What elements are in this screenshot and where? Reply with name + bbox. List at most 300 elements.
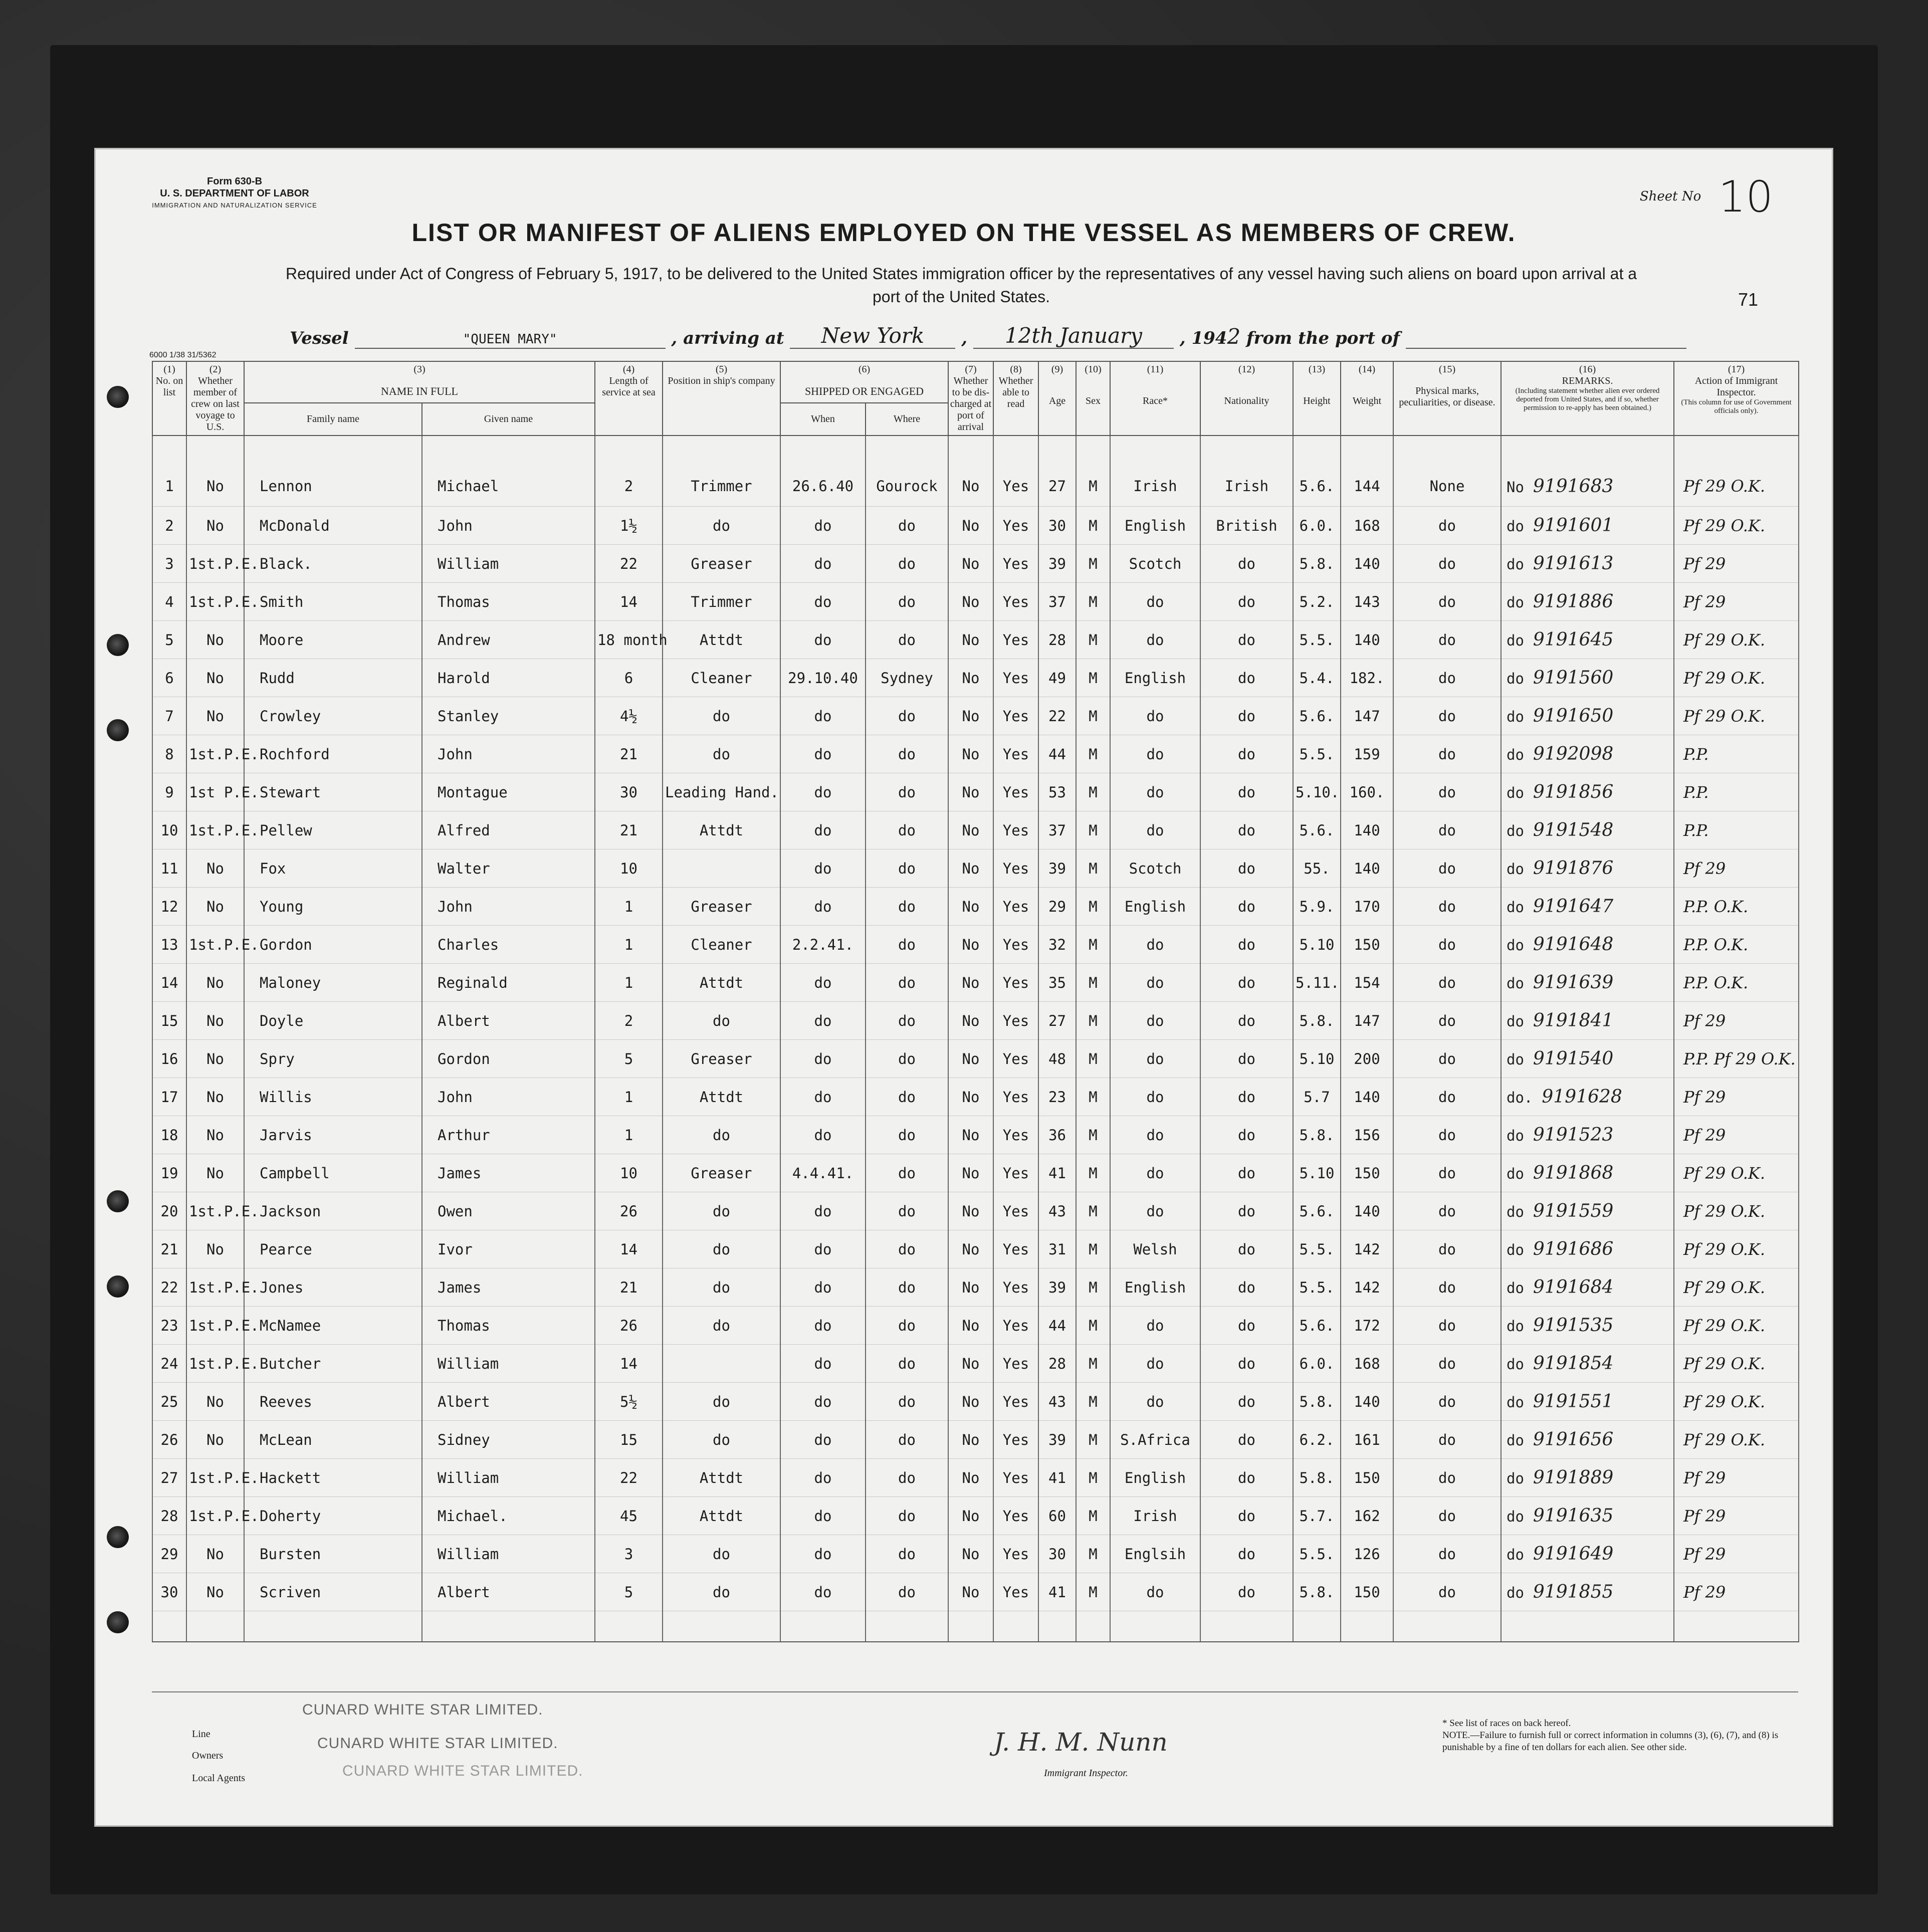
- table-row: [152, 1573, 1799, 1611]
- col-name-header: (3) NAME IN FULL: [244, 361, 595, 403]
- nationality-cell: do: [1200, 697, 1293, 735]
- age-cell: 44: [1038, 735, 1076, 773]
- race-cell: do: [1110, 1383, 1200, 1421]
- row-number-cell: 19: [152, 1154, 186, 1192]
- owners-label: Owners: [192, 1750, 224, 1761]
- family-name-cell: Willis: [244, 1078, 422, 1116]
- shipped-where-cell: do: [866, 1497, 948, 1535]
- height-cell: 55.: [1293, 849, 1341, 888]
- age-cell: 31: [1038, 1230, 1076, 1268]
- weight-cell: 140: [1341, 811, 1393, 849]
- age-cell: 27: [1038, 1002, 1076, 1040]
- nationality-cell: do: [1200, 1078, 1293, 1116]
- physical-marks-cell: do: [1393, 1078, 1501, 1116]
- weight-cell: 150: [1341, 1154, 1393, 1192]
- row-number-cell: 1: [152, 436, 186, 507]
- shipped-when-cell: do: [780, 1078, 866, 1116]
- height-cell: 5.2.: [1293, 583, 1341, 621]
- shipped-when-cell: do: [780, 964, 866, 1002]
- age-cell: 32: [1038, 926, 1076, 964]
- weight-cell: 156: [1341, 1116, 1393, 1154]
- shipped-when-cell: do: [780, 888, 866, 926]
- weight-cell: 142: [1341, 1230, 1393, 1268]
- inspector-action-cell: Pf 29: [1674, 1116, 1799, 1154]
- shipped-where-cell: do: [866, 926, 948, 964]
- discharged-cell: No: [948, 1230, 993, 1268]
- discharged-cell: No: [948, 926, 993, 964]
- height-cell: 5.8.: [1293, 545, 1341, 583]
- position-cell: do: [663, 1230, 780, 1268]
- position-cell: do: [663, 735, 780, 773]
- weight-cell: 162: [1341, 1497, 1393, 1535]
- able-to-read-cell: Yes: [993, 659, 1038, 697]
- race-cell: do: [1110, 926, 1200, 964]
- height-cell: 5.7.: [1293, 1497, 1341, 1535]
- shipped-where-cell: do: [866, 545, 948, 583]
- given-name-cell: Charles: [422, 926, 595, 964]
- inspector-action-cell: P.P. O.K.: [1674, 964, 1799, 1002]
- given-name-cell: Alfred: [422, 811, 595, 849]
- empty-cell: [780, 1611, 866, 1642]
- age-cell: 48: [1038, 1040, 1076, 1078]
- able-to-read-cell: Yes: [993, 1192, 1038, 1230]
- age-cell: 43: [1038, 1192, 1076, 1230]
- given-name-cell: Albert: [422, 1573, 595, 1611]
- position-cell: Attdt: [663, 1459, 780, 1497]
- col-weight-header: (14) Weight: [1341, 361, 1393, 436]
- row-number-cell: 21: [152, 1230, 186, 1268]
- row-number-cell: 25: [152, 1383, 186, 1421]
- weight-cell: 140: [1341, 545, 1393, 583]
- given-name-cell: William: [422, 1345, 595, 1383]
- manifest-footer: [152, 1691, 1798, 1793]
- family-name-cell: Moore: [244, 621, 422, 659]
- family-name-cell: Fox: [244, 849, 422, 888]
- weight-cell: 150: [1341, 926, 1393, 964]
- discharged-cell: No: [948, 1497, 993, 1535]
- remarks-cell: [1501, 1268, 1674, 1307]
- position-cell: Attdt: [663, 811, 780, 849]
- inspector-action-cell: Pf 29: [1674, 1573, 1799, 1611]
- family-name-cell: Jarvis: [244, 1116, 422, 1154]
- last-voyage-cell: No: [186, 888, 244, 926]
- empty-cell: [993, 1611, 1038, 1642]
- length-of-service-cell: 10: [595, 849, 663, 888]
- remarks-number: 9191601: [1533, 515, 1614, 536]
- row-number-cell: 17: [152, 1078, 186, 1116]
- nationality-cell: do: [1200, 1002, 1293, 1040]
- discharged-cell: No: [948, 1383, 993, 1421]
- last-voyage-cell: No: [186, 1154, 244, 1192]
- physical-marks-cell: do: [1393, 735, 1501, 773]
- line-label: Line: [192, 1729, 210, 1740]
- inspector-action-cell: P.P.: [1674, 811, 1799, 849]
- position-cell: Greaser: [663, 545, 780, 583]
- vessel-name: "QUEEN MARY": [463, 332, 557, 347]
- last-voyage-cell: 1st P.E.: [186, 773, 244, 811]
- discharged-cell: No: [948, 436, 993, 507]
- position-cell: Leading Hand.: [663, 773, 780, 811]
- shipped-when-cell: 29.10.40: [780, 659, 866, 697]
- family-name-cell: Pellew: [244, 811, 422, 849]
- nationality-cell: do: [1200, 659, 1293, 697]
- inspector-action-cell: P.P. O.K.: [1674, 888, 1799, 926]
- able-to-read-cell: Yes: [993, 926, 1038, 964]
- shipped-when-cell: do: [780, 1497, 866, 1535]
- inspector-label: Immigrant Inspector.: [1044, 1768, 1128, 1779]
- height-cell: 5.6.: [1293, 811, 1341, 849]
- sex-cell: M: [1076, 773, 1110, 811]
- position-cell: do: [663, 507, 780, 545]
- height-cell: 6.0.: [1293, 507, 1341, 545]
- shipped-where-cell: do: [866, 1002, 948, 1040]
- given-name-cell: Ivor: [422, 1230, 595, 1268]
- physical-marks-cell: do: [1393, 697, 1501, 735]
- physical-marks-cell: do: [1393, 1383, 1501, 1421]
- height-cell: 5.8.: [1293, 1459, 1341, 1497]
- physical-marks-cell: do: [1393, 888, 1501, 926]
- last-voyage-cell: 1st.P.E.: [186, 926, 244, 964]
- position-cell: Cleaner: [663, 926, 780, 964]
- height-cell: 5.10: [1293, 926, 1341, 964]
- weight-cell: 154: [1341, 964, 1393, 1002]
- remarks-cell: [1501, 659, 1674, 697]
- sheet-number: [1640, 172, 1773, 222]
- empty-cell: [152, 1611, 186, 1642]
- row-number-cell: 5: [152, 621, 186, 659]
- position-cell: Greaser: [663, 1040, 780, 1078]
- given-name-cell: Michael.: [422, 1497, 595, 1535]
- empty-cell: [1110, 1611, 1200, 1642]
- remarks-cell: [1501, 1421, 1674, 1459]
- race-cell: Scotch: [1110, 545, 1200, 583]
- nationality-cell: do: [1200, 621, 1293, 659]
- given-name-cell: Gordon: [422, 1040, 595, 1078]
- remarks-prefix: do: [1507, 1051, 1524, 1068]
- discharged-cell: No: [948, 1307, 993, 1345]
- document-title: LIST OR MANIFEST OF ALIENS EMPLOYED ON THE VESSEL AS MEMBERS OF CREW.: [411, 219, 1516, 247]
- remarks-cell: [1501, 849, 1674, 888]
- height-cell: 5.5.: [1293, 621, 1341, 659]
- shipped-where-cell: do: [866, 849, 948, 888]
- inspector-action-cell: Pf 29 O.K.: [1674, 436, 1799, 507]
- height-cell: 5.6.: [1293, 1192, 1341, 1230]
- empty-cell: [663, 1611, 780, 1642]
- physical-marks-cell: do: [1393, 964, 1501, 1002]
- shipped-where-cell: do: [866, 1040, 948, 1078]
- weight-cell: 126: [1341, 1535, 1393, 1573]
- family-name-cell: McNamee: [244, 1307, 422, 1345]
- length-of-service-cell: 5: [595, 1573, 663, 1611]
- race-cell: Irish: [1110, 436, 1200, 507]
- inspector-action-cell: Pf 29 O.K.: [1674, 659, 1799, 697]
- length-of-service-cell: 26: [595, 1307, 663, 1345]
- shipped-when-cell: do: [780, 1040, 866, 1078]
- last-voyage-cell: No: [186, 1535, 244, 1573]
- discharged-cell: No: [948, 1421, 993, 1459]
- shipped-where-cell: Sydney: [866, 659, 948, 697]
- able-to-read-cell: Yes: [993, 697, 1038, 735]
- table-row: [152, 545, 1799, 583]
- last-voyage-cell: 1st.P.E.: [186, 1268, 244, 1307]
- row-number-cell: 22: [152, 1268, 186, 1307]
- race-cell: do: [1110, 1078, 1200, 1116]
- position-cell: [663, 849, 780, 888]
- sex-cell: M: [1076, 1459, 1110, 1497]
- age-cell: 36: [1038, 1116, 1076, 1154]
- remarks-prefix: do: [1507, 975, 1524, 992]
- service-name: IMMIGRATION AND NATURALIZATION SERVICE: [152, 201, 317, 209]
- inspector-action-cell: Pf 29 O.K.: [1674, 621, 1799, 659]
- empty-cell: [1200, 1611, 1293, 1642]
- inspector-action-cell: P.P.: [1674, 773, 1799, 811]
- length-of-service-cell: 21: [595, 735, 663, 773]
- remarks-number: 9192098: [1533, 744, 1614, 764]
- row-number-cell: 20: [152, 1192, 186, 1230]
- punch-hole: [107, 1526, 129, 1548]
- weight-cell: 168: [1341, 507, 1393, 545]
- row-number-cell: 16: [152, 1040, 186, 1078]
- col-position-header: (5) Position in ship's company: [663, 361, 780, 436]
- weight-cell: 200: [1341, 1040, 1393, 1078]
- height-cell: 5.11.: [1293, 964, 1341, 1002]
- inspector-action-cell: Pf 29: [1674, 545, 1799, 583]
- family-name-cell: Jackson: [244, 1192, 422, 1230]
- able-to-read-cell: Yes: [993, 811, 1038, 849]
- given-name-cell: John: [422, 735, 595, 773]
- race-cell: English: [1110, 1459, 1200, 1497]
- col-crew-header: (2) Whether member of crew on last voyage to U.S.: [186, 361, 244, 436]
- weight-cell: 147: [1341, 1002, 1393, 1040]
- nationality-cell: do: [1200, 1535, 1293, 1573]
- last-voyage-cell: No: [186, 1421, 244, 1459]
- position-cell: Trimmer: [663, 436, 780, 507]
- age-cell: 27: [1038, 436, 1076, 507]
- race-cell: Welsh: [1110, 1230, 1200, 1268]
- table-row: [152, 1535, 1799, 1573]
- given-name-cell: William: [422, 545, 595, 583]
- family-name-cell: Rudd: [244, 659, 422, 697]
- given-name-cell: John: [422, 507, 595, 545]
- shipped-where-cell: do: [866, 1573, 948, 1611]
- shipped-when-cell: do: [780, 849, 866, 888]
- position-cell: Cleaner: [663, 659, 780, 697]
- family-name-cell: McDonald: [244, 507, 422, 545]
- race-cell: do: [1110, 1040, 1200, 1078]
- remarks-number: 9191686: [1533, 1239, 1614, 1259]
- given-name-cell: Arthur: [422, 1116, 595, 1154]
- remarks-cell: [1501, 1459, 1674, 1497]
- sex-cell: M: [1076, 964, 1110, 1002]
- table-row: [152, 1268, 1799, 1307]
- discharged-cell: No: [948, 621, 993, 659]
- shipped-when-cell: 2.2.41.: [780, 926, 866, 964]
- length-of-service-cell: 14: [595, 583, 663, 621]
- inspector-action-cell: P.P. Pf 29 O.K.: [1674, 1040, 1799, 1078]
- height-cell: 6.0.: [1293, 1345, 1341, 1383]
- weight-cell: 140: [1341, 849, 1393, 888]
- height-cell: 5.5.: [1293, 1268, 1341, 1307]
- race-cell: do: [1110, 773, 1200, 811]
- line-stamp: CUNARD WHITE STAR LIMITED.: [302, 1701, 543, 1718]
- remarks-number: 9191684: [1533, 1277, 1614, 1298]
- last-voyage-cell: 1st.P.E.: [186, 1497, 244, 1535]
- empty-cell: [1393, 1611, 1501, 1642]
- inspector-action-cell: Pf 29 O.K.: [1674, 1154, 1799, 1192]
- position-cell: [663, 1345, 780, 1383]
- weight-cell: 144: [1341, 436, 1393, 507]
- row-number-cell: 29: [152, 1535, 186, 1573]
- position-cell: do: [663, 1307, 780, 1345]
- filler-row: [152, 1611, 1799, 1642]
- height-cell: 5.6.: [1293, 436, 1341, 507]
- weight-cell: 150: [1341, 1459, 1393, 1497]
- remarks-number: 9191649: [1533, 1544, 1614, 1564]
- weight-cell: 172: [1341, 1307, 1393, 1345]
- remarks-number: 9191628: [1542, 1087, 1622, 1107]
- age-cell: 41: [1038, 1459, 1076, 1497]
- sheet-number-label: Sheet No: [1639, 189, 1701, 204]
- table-row: [152, 1116, 1799, 1154]
- remarks-number: 9191647: [1533, 896, 1614, 917]
- shipped-where-cell: do: [866, 1268, 948, 1307]
- inspector-action-cell: Pf 29 O.K.: [1674, 1192, 1799, 1230]
- remarks-cell: [1501, 1154, 1674, 1192]
- age-cell: 43: [1038, 1383, 1076, 1421]
- family-name-cell: Butcher: [244, 1345, 422, 1383]
- age-cell: 53: [1038, 773, 1076, 811]
- inspector-action-cell: Pf 29 O.K.: [1674, 697, 1799, 735]
- table-row: [152, 659, 1799, 697]
- physical-marks-cell: do: [1393, 1535, 1501, 1573]
- row-number-cell: 28: [152, 1497, 186, 1535]
- last-voyage-cell: 1st.P.E.: [186, 1192, 244, 1230]
- family-name-cell: Rochford: [244, 735, 422, 773]
- punch-hole: [107, 386, 129, 408]
- nationality-cell: do: [1200, 1459, 1293, 1497]
- col-height-header: (13) Height: [1293, 361, 1341, 436]
- sex-cell: M: [1076, 1535, 1110, 1573]
- remarks-cell: [1501, 1383, 1674, 1421]
- races-note: * See list of races on back hereof.: [1442, 1718, 1571, 1729]
- shipped-where-cell: do: [866, 697, 948, 735]
- able-to-read-cell: Yes: [993, 583, 1038, 621]
- remarks-cell: [1501, 1230, 1674, 1268]
- sex-cell: M: [1076, 926, 1110, 964]
- able-to-read-cell: Yes: [993, 1307, 1038, 1345]
- remarks-number: 9191683: [1533, 476, 1614, 497]
- sex-cell: M: [1076, 1421, 1110, 1459]
- col-remarks-header: (16) REMARKS. (Including statement whether alien ever ordered deported from United States, and if so, whether permission to re-apply has been obtained.): [1501, 361, 1674, 436]
- column-header-row: [152, 361, 1799, 403]
- shipped-when-cell: do: [780, 1230, 866, 1268]
- inspector-action-cell: Pf 29 O.K.: [1674, 1307, 1799, 1345]
- last-voyage-cell: 1st.P.E.: [186, 545, 244, 583]
- remarks-number: 9191635: [1533, 1506, 1614, 1526]
- last-voyage-cell: No: [186, 621, 244, 659]
- physical-marks-cell: do: [1393, 659, 1501, 697]
- given-name-cell: Andrew: [422, 621, 595, 659]
- given-name-cell: Reginald: [422, 964, 595, 1002]
- remarks-cell: [1501, 621, 1674, 659]
- remarks-prefix: do: [1507, 1584, 1524, 1601]
- physical-marks-cell: do: [1393, 621, 1501, 659]
- age-cell: 35: [1038, 964, 1076, 1002]
- inspector-action-cell: Pf 29: [1674, 1535, 1799, 1573]
- age-cell: 37: [1038, 811, 1076, 849]
- given-name-cell: James: [422, 1268, 595, 1307]
- physical-marks-cell: do: [1393, 1268, 1501, 1307]
- remarks-number: 9191841: [1533, 1010, 1614, 1031]
- nationality-cell: do: [1200, 583, 1293, 621]
- able-to-read-cell: Yes: [993, 1078, 1038, 1116]
- remarks-prefix: do: [1507, 822, 1524, 839]
- shipped-when-cell: do: [780, 1459, 866, 1497]
- given-name-cell: Albert: [422, 1383, 595, 1421]
- remarks-number: 9191645: [1533, 629, 1614, 650]
- given-name-cell: James: [422, 1154, 595, 1192]
- discharged-cell: No: [948, 849, 993, 888]
- col-given-name-header: Given name: [422, 403, 595, 436]
- able-to-read-cell: Yes: [993, 773, 1038, 811]
- length-of-service-cell: 6: [595, 659, 663, 697]
- remarks-prefix: do: [1507, 632, 1524, 649]
- given-name-cell: John: [422, 1078, 595, 1116]
- shipped-where-cell: do: [866, 507, 948, 545]
- punch-hole: [107, 1611, 129, 1633]
- last-voyage-cell: No: [186, 849, 244, 888]
- shipped-where-cell: do: [866, 1345, 948, 1383]
- discharged-cell: No: [948, 735, 993, 773]
- inspector-action-cell: Pf 29 O.K.: [1674, 1421, 1799, 1459]
- able-to-read-cell: Yes: [993, 1230, 1038, 1268]
- remarks-prefix: do: [1507, 784, 1524, 801]
- row-number-cell: 4: [152, 583, 186, 621]
- family-name-cell: McLean: [244, 1421, 422, 1459]
- height-cell: 5.5.: [1293, 1230, 1341, 1268]
- weight-cell: 140: [1341, 621, 1393, 659]
- length-of-service-cell: 21: [595, 1268, 663, 1307]
- height-cell: 5.7: [1293, 1078, 1341, 1116]
- last-voyage-cell: No: [186, 1383, 244, 1421]
- sex-cell: M: [1076, 659, 1110, 697]
- physical-marks-cell: do: [1393, 1154, 1501, 1192]
- given-name-cell: Walter: [422, 849, 595, 888]
- position-cell: do: [663, 1192, 780, 1230]
- sex-cell: M: [1076, 621, 1110, 659]
- remarks-prefix: do: [1507, 708, 1524, 725]
- weight-cell: 142: [1341, 1268, 1393, 1307]
- remarks-number: 9191868: [1533, 1163, 1614, 1183]
- race-cell: do: [1110, 1345, 1200, 1383]
- race-cell: do: [1110, 621, 1200, 659]
- table-row: [152, 1154, 1799, 1192]
- length-of-service-cell: 2: [595, 1002, 663, 1040]
- family-name-cell: Crowley: [244, 697, 422, 735]
- last-voyage-cell: No: [186, 964, 244, 1002]
- given-name-cell: Stanley: [422, 697, 595, 735]
- discharged-cell: No: [948, 888, 993, 926]
- owners-stamp: CUNARD WHITE STAR LIMITED.: [317, 1735, 558, 1752]
- shipped-when-cell: 4.4.41.: [780, 1154, 866, 1192]
- height-cell: 5.6.: [1293, 1307, 1341, 1345]
- position-cell: Attdt: [663, 1078, 780, 1116]
- inspector-action-cell: Pf 29: [1674, 583, 1799, 621]
- sheet-number-value: 10: [1718, 172, 1773, 222]
- able-to-read-cell: Yes: [993, 1116, 1038, 1154]
- given-name-cell: Sidney: [422, 1421, 595, 1459]
- inspector-action-cell: P.P. O.K.: [1674, 926, 1799, 964]
